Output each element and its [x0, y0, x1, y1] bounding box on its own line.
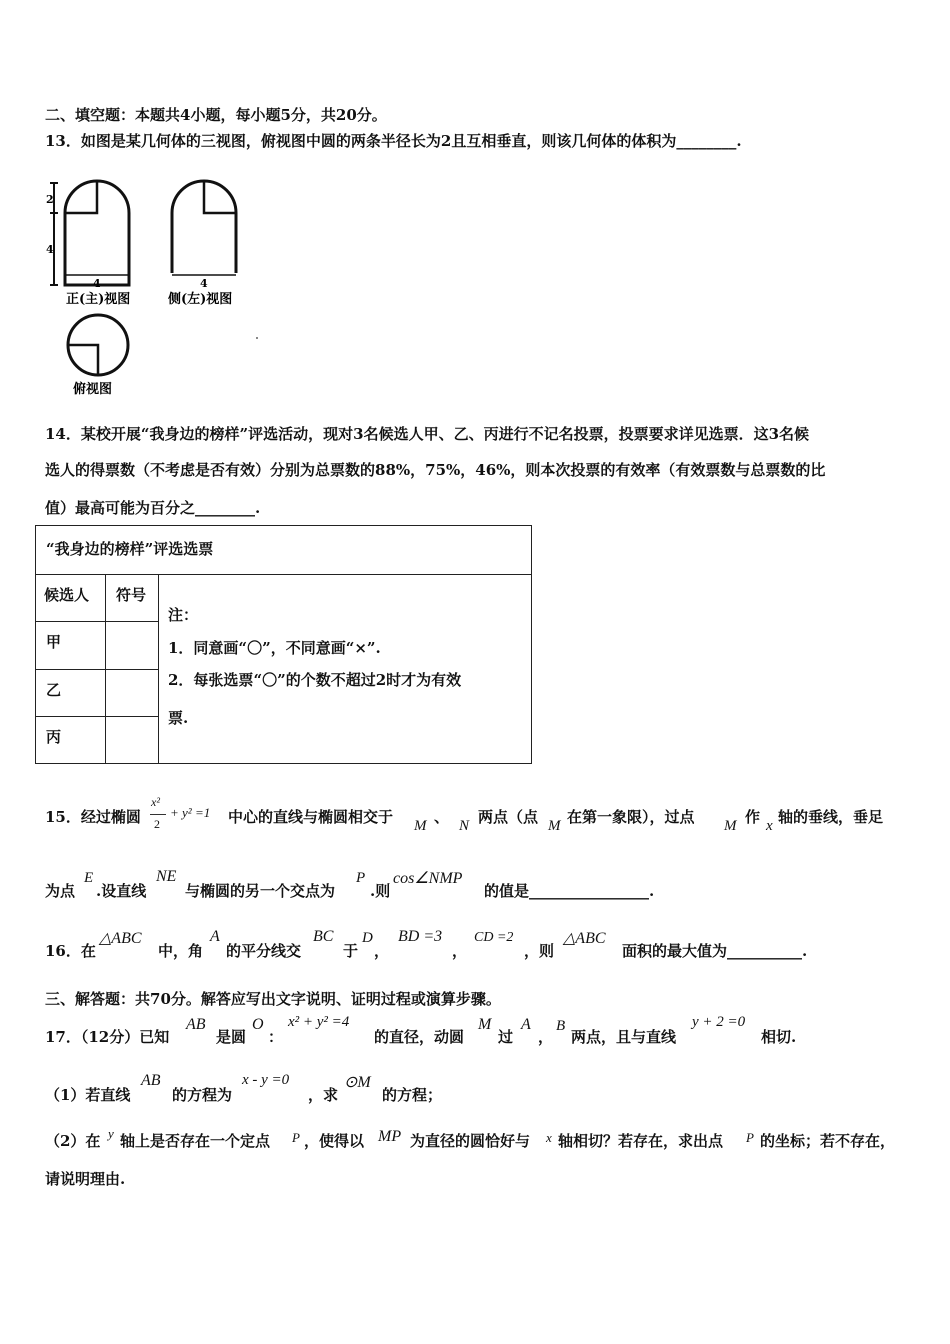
q17-part1-b: 的方程为 [172, 1086, 233, 1104]
q15-p12: 的值是________________. [484, 882, 655, 900]
point-N: N [459, 818, 470, 834]
part2-y: y [108, 1126, 114, 1141]
point-D: D [362, 930, 373, 946]
triangle-ABC: △ABC [99, 930, 142, 947]
q17-p7: 两点，且与直线 [571, 1028, 677, 1046]
point-M: M [414, 818, 427, 834]
dim-4-side-label: 4 [200, 277, 208, 290]
note-2b: 票. [168, 709, 189, 727]
tangent-line-eq: y + 2 =0 [692, 1014, 746, 1030]
part2-P-2: P [746, 1130, 754, 1145]
q15-p3: 、 [434, 808, 450, 826]
segment-BC: BC [313, 928, 334, 945]
ballot-title: “我身边的榜样”评选选票 [46, 540, 214, 558]
q17-p5: 过 [498, 1028, 514, 1046]
angle-A: A [210, 928, 220, 945]
point-M-2: M [548, 818, 561, 834]
q13-text: 13．如图是某几何体的三视图，俯视图中圆的两条半径长为2且互相垂直，则该几何体的体积为________. [45, 132, 742, 150]
q16-p6: ， [452, 942, 468, 960]
q17-part2-c: ，使得以 [304, 1132, 365, 1150]
col-symbol: 符号 [116, 586, 147, 604]
q15-p4: 两点（点 [478, 808, 539, 826]
row-jia: 甲 [46, 633, 62, 651]
BD-eq: BD =3 [398, 928, 443, 945]
ballot-table [35, 525, 532, 764]
side-view-label: 侧(左)视图 [168, 292, 233, 307]
point-A: A [521, 1016, 531, 1033]
q15-p8: 为点 [45, 882, 76, 900]
q15-p6: 作 [745, 808, 761, 826]
dim-2-label: 2 [46, 193, 54, 206]
note-title: 注： [168, 606, 199, 624]
part2-MP: MP [378, 1128, 402, 1145]
part1-circle-M: ⊙M [344, 1074, 371, 1091]
ellipse-frac-num: x² [151, 795, 160, 809]
q17-part2-e: 轴相切？若存在，求出点 [558, 1132, 724, 1150]
row-bing: 丙 [46, 728, 62, 746]
q17-part1-a: （1）若直线 [45, 1086, 131, 1104]
q17-p4: 的直径，动圆 [374, 1028, 465, 1046]
q15-p2: 中心的直线与椭圆相交于 [228, 808, 394, 826]
q16-p1: 16．在 [45, 942, 96, 960]
q17-p3: ： [268, 1028, 284, 1046]
q14-line1: 14．某校开展“我身边的榜样”评选活动，现对3名候选人甲、乙、丙进行不记名投票，投票要求详见选票．这3名候 [45, 425, 810, 443]
part2-x: x [546, 1130, 552, 1145]
ellipse-frac-den: 2 [154, 817, 160, 831]
q17-part2-d: 为直径的圆恰好与 [410, 1132, 531, 1150]
cos-NMP: cos∠NMP [393, 870, 463, 887]
diameter-AB: AB [186, 1016, 206, 1033]
dim-4-front-label: 4 [93, 277, 101, 290]
q17-p8: 相切. [761, 1028, 797, 1046]
section-2-heading: 二、填空题：本题共4小题，每小题5分，共20分。 [45, 106, 387, 124]
part1-line-eq: x - y =0 [242, 1072, 290, 1088]
q16-p5: ， [374, 942, 390, 960]
point-M-3: M [724, 818, 737, 834]
note-2: 2．每张选票“〇”的个数不超过2时才为有效 [168, 671, 462, 689]
q14-line3: 值）最高可能为百分之________. [45, 499, 261, 517]
section-3-heading: 三、解答题：共70分。解答应写出文字说明、证明过程或演算步骤。 [45, 990, 501, 1008]
q16-p4: 于 [343, 942, 359, 960]
q15-p7: 轴的垂线，垂足 [778, 808, 884, 826]
q17-part2-a: （2）在 [45, 1132, 101, 1150]
col-candidate: 候选人 [44, 586, 90, 604]
q15-p5: 在第一象限），过点 [567, 808, 695, 826]
q17-part1-d: 的方程； [382, 1086, 443, 1104]
q16-p3: 的平分线交 [226, 942, 302, 960]
side-view [172, 181, 236, 275]
part2-P: P [292, 1130, 300, 1145]
q17-part2-g: 请说明理由. [45, 1170, 126, 1188]
q17-part2-b: 轴上是否存在一个定点 [120, 1132, 271, 1150]
top-view [68, 315, 128, 375]
q17-part1-c: ，求 [308, 1086, 339, 1104]
q15-p11: .则 [370, 882, 391, 900]
ellipse-equation-rest: + y² =1 [170, 805, 211, 820]
point-E: E [84, 870, 94, 886]
q17-part2-f: 的坐标；若不存在， [760, 1132, 896, 1150]
point-P: P [356, 870, 366, 886]
q17-p1: 17．（12分）已知 [45, 1028, 170, 1046]
q13-three-view-figure [40, 175, 260, 400]
q16-p2: 中，角 [158, 942, 204, 960]
front-view [50, 181, 129, 285]
q17-p6: ， [538, 1028, 554, 1046]
top-view-label: 俯视图 [73, 382, 113, 397]
line-NE: NE [156, 868, 177, 885]
stray-dot [256, 337, 258, 339]
q16-p7: ，则 [524, 942, 555, 960]
point-B: B [556, 1018, 566, 1034]
q15-p1: 15．经过椭圆 [45, 808, 141, 826]
q15-p9: .设直线 [96, 882, 147, 900]
row-yi: 乙 [46, 681, 62, 699]
circle-O: O [252, 1016, 264, 1033]
CD-eq: CD =2 [474, 930, 514, 945]
x-axis-var: x [766, 818, 773, 834]
triangle-ABC-2: △ABC [563, 930, 606, 947]
moving-circle-M: M [478, 1016, 492, 1033]
q16-p8: 面积的最大值为__________. [622, 942, 808, 960]
note-1: 1．同意画“〇”，不同意画“×”. [168, 639, 381, 657]
dim-4-vertical-label: 4 [46, 243, 54, 256]
front-view-label: 正(主)视图 [66, 292, 131, 307]
q14-line2: 选人的得票数（不考虑是否有效）分别为总票数的88%，75%，46%，则本次投票的有效率（有效票数与总票数的比 [45, 461, 826, 479]
q15-p10: 与椭圆的另一个交点为 [185, 882, 336, 900]
q17-p2: 是圆 [216, 1028, 247, 1046]
part1-AB: AB [141, 1072, 161, 1089]
circle-O-equation: x² + y² =4 [288, 1014, 350, 1030]
